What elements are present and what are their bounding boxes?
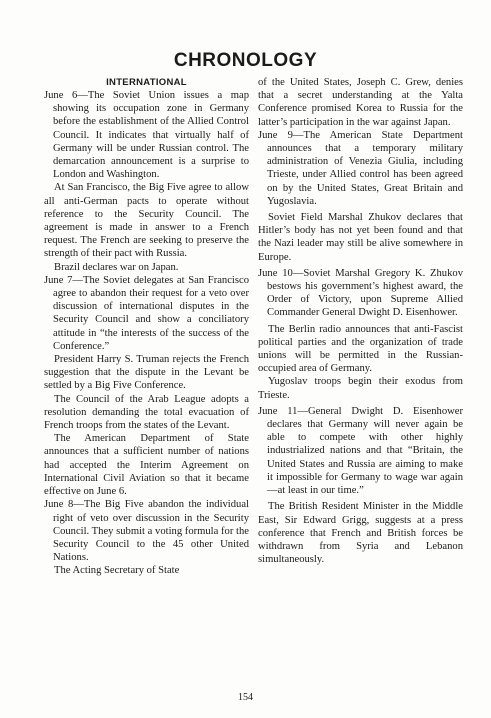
entry-june-8: June 8—The Big Five abandon the individual right of veto over discussion in the Security Council. They submit a voting formula for the Security Council to the 45 other United Nations. [44,499,249,564]
entry-june-11: June 11—General Dwight D. Eisenhower declares that Germany will never again be able to compete with other highly industrialized nations and that “Britain, the United States and Russia are aiming to make it impossible for Germany to wage war again—at least in our time.” [258,405,463,497]
paragraph-state-department: The American Department of State announces that a sufficient number of nations had accepted the Interim Agreement on International Civil Aviation so that it became effective on June 6. [44,433,249,498]
paragraph-grew-continued: of the United States, Joseph C. Grew, denies that a secret understanding at the Yalta Conference promised Korea to Russia for the latter’s participation in the war against Japan. [258,77,463,128]
paragraph-zhukov-hitler: Soviet Field Marshal Zhukov declares that Hitler’s body has not yet been found and that the Nazi leader may still be alive somewhere in Europe. [258,212,463,263]
paragraph-san-francisco: At San Francisco, the Big Five agree to allow all anti-German pacts to operate without reference to the Security Council. The agreement is made in answer to a French request. The French are seeking to preserve the strength of their pact with Russia. [44,182,249,260]
right-column [258,76,463,566]
paragraph-yugoslav-troops: Yugoslav troops begin their exodus from Trieste. [258,376,463,401]
paragraph-arab-league: The Council of the Arab League adopts a resolution demanding the total evacuation of French troops from the states of the Levant. [44,393,249,432]
page-number: 154 [238,692,253,703]
left-column [44,76,249,578]
entry-june-9: June 9—The American State Department announces that a temporary military administration of Venezia Giulia, including Trieste, under Allied control has been agreed on by the United States, Great Britain and Yugoslavia. [258,129,463,207]
entry-june-7: June 7—The Soviet delegates at San Francisco agree to abandon their request for a veto over discussion of international disputes in the Security Council and show a conciliatory attitude in “the interests of the success of the Conference.” [44,274,249,352]
page-title: CHRONOLOGY [173,50,318,71]
section-heading-international: INTERNATIONAL [106,77,187,88]
paragraph-berlin-radio: The Berlin radio announces that anti-Fascist political parties and the organization of trade unions will be permitted in the Russian-occupied area of Germany. [258,323,463,375]
paragraph-acting-secretary: The Acting Secretary of State [54,565,180,577]
paragraph-brazil: Brazil declares war on Japan. [54,261,179,273]
entry-june-10: June 10—Soviet Marshal Gregory K. Zhukov bestows his government’s highest award, the Order of Victory, upon Supreme Allied Commander General Dwight D. Eisenhower. [258,267,463,319]
paragraph-truman: President Harry S. Truman rejects the French suggestion that the dispute in the Levant be settled by a Big Five Conference. [44,354,249,392]
entry-june-6: June 6—The Soviet Union issues a map showing its occupation zone in Germany before the establishment of the Allied Control Council. It indicates that virtually half of Germany will be under Russian control. The demarcation announcement is a surprise to London and Washington. [44,90,249,181]
paragraph-grigg: The British Resident Minister in the Middle East, Sir Edward Grigg, suggests at a press conference that French and British forces be withdrawn from Syria and Lebanon simultaneously. [258,501,463,566]
